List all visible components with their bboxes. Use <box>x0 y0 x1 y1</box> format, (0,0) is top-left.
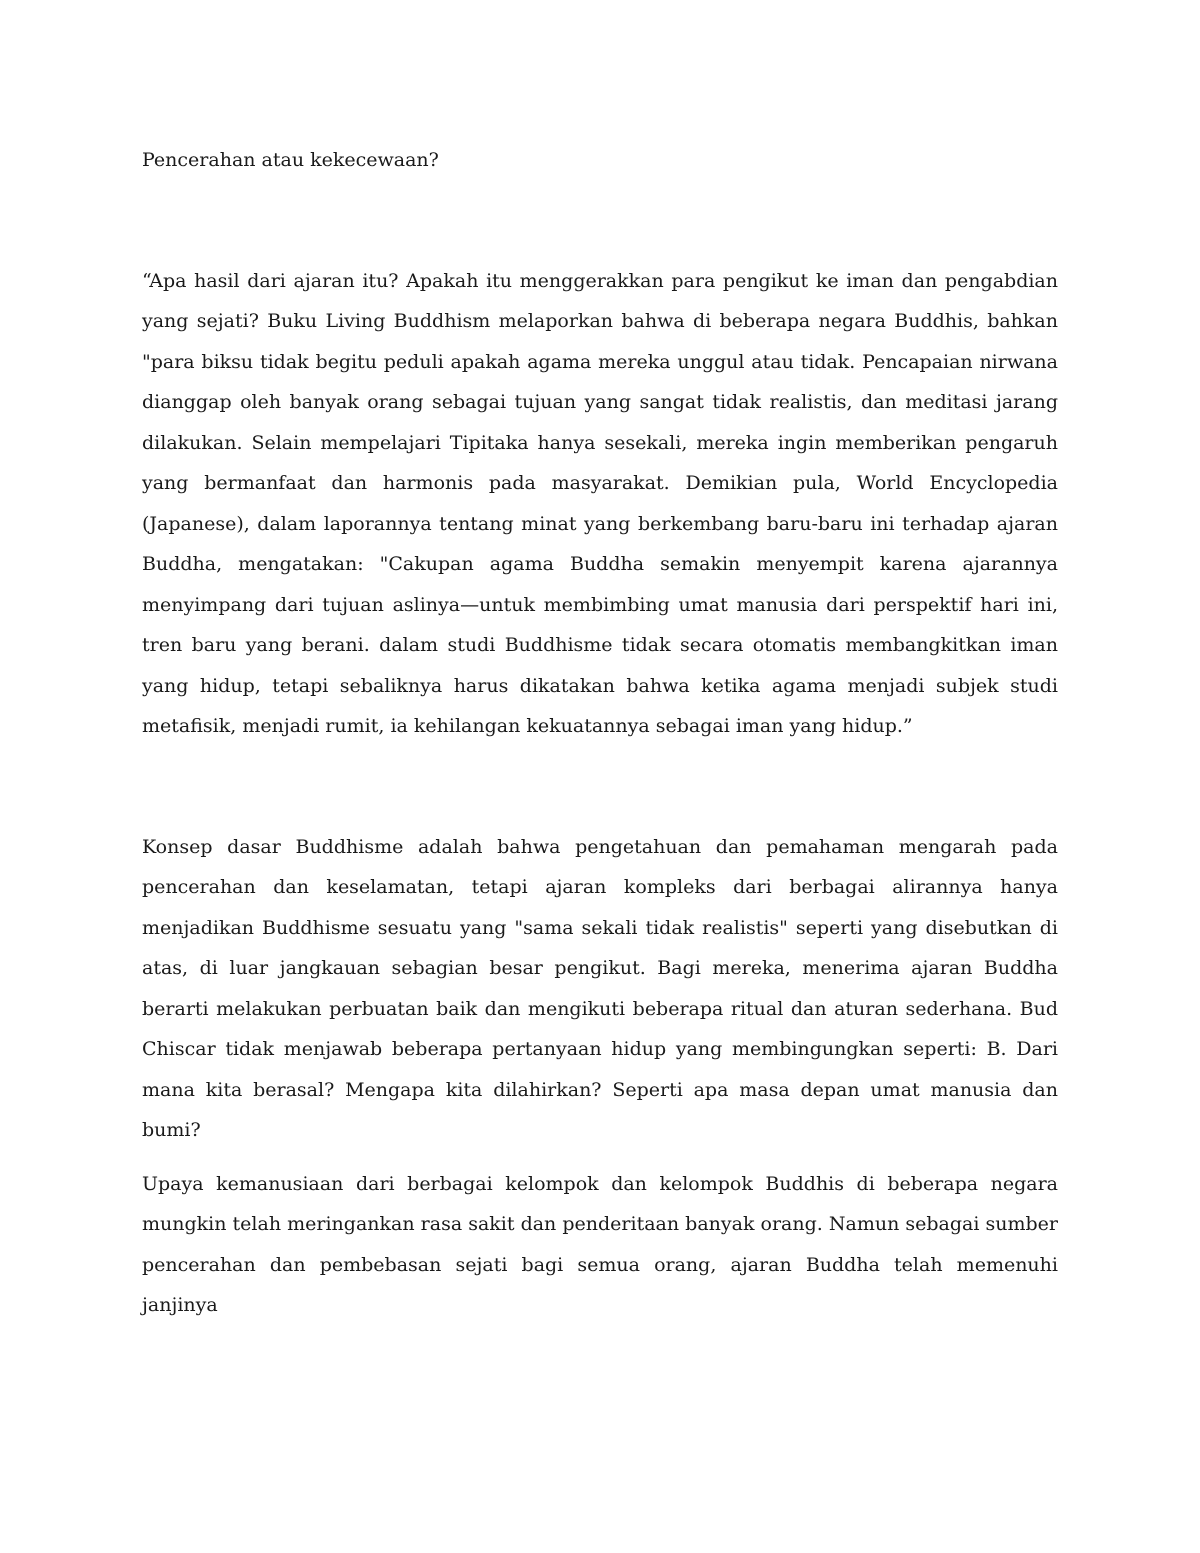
paragraph-humanitarian: Upaya kemanusiaan dari berbagai kelompok dan kelompok Buddhis di beberapa negara mungkin telah meringankan rasa sakit dan penderitaan banyak orang. Namun sebagai sumber pencerahan dan pembebasan sejati bagi semua orang, ajaran Buddha telah memenuhi janjinya <box>142 1172 1058 1316</box>
document-title: Pencerahan atau kekecewaan? <box>142 149 439 171</box>
paragraph-concept: Konsep dasar Buddhisme adalah bahwa pengetahuan dan pemahaman mengarah pada pencerahan dan keselamatan, tetapi ajaran kompleks dari berbagai alirannya hanya menjadikan Buddhisme sesuatu yang "sama sekali tidak realistis" seperti yang disebutkan di atas, di luar jangkauan sebagian besar pengikut. Bagi mereka, menerima ajaran Buddha berarti melakukan perbuatan baik dan mengikuti beberapa ritual dan aturan sederhana. Bud Chiscar tidak menjawab beberapa pertanyaan hidup yang membingungkan seperti: B. Dari mana kita berasal? Mengapa kita dilahirkan? Seperti apa masa depan umat manusia dan bumi? <box>142 835 1058 1141</box>
paragraph-quote: “Apa hasil dari ajaran itu? Apakah itu menggerakkan para pengikut ke iman dan pengabdian yang sejati? Buku Living Buddhism melaporkan bahwa di beberapa negara Buddhis, bahkan "para biksu tidak begitu peduli apakah agama mereka unggul atau tidak. Pencapaian nirwana dianggap oleh banyak orang sebagai tujuan yang sangat tidak realistis, dan meditasi jarang dilakukan. Selain mempelajari Tipitaka hanya sesekali, mereka ingin memberikan pengaruh yang bermanfaat dan harmonis pada masyarakat. Demikian pula, World Encyclopedia (Japanese), dalam laporannya tentang minat yang berkembang baru-baru ini terhadap ajaran Buddha, mengatakan: "Cakupan agama Buddha semakin menyempit karena ajarannya menyimpang dari tujuan aslinya—untuk membimbing umat manusia dari perspektif hari ini, tren baru yang berani. dalam studi Buddhisme tidak secara otomatis membangkitkan iman yang hidup, tetapi sebaliknya harus dikatakan bahwa ketika agama menjadi subjek studi metafisik, menjadi rumit, ia kehilangan kekuatannya sebagai iman yang hidup.” <box>142 269 1058 737</box>
